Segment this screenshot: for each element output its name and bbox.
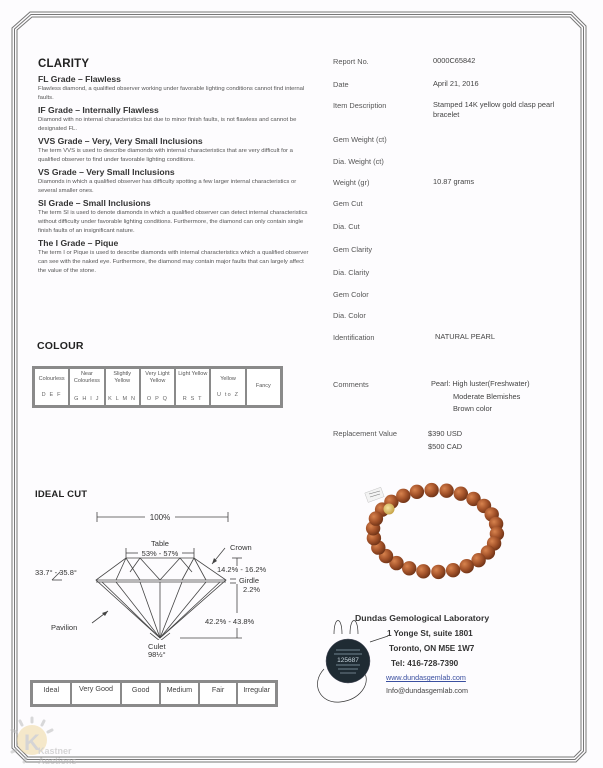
field-label: Identification: [333, 333, 375, 342]
field-label: Gem Color: [333, 290, 369, 299]
field-label: Date: [333, 80, 349, 89]
replacement-cad: $500 CAD: [428, 441, 463, 451]
pearl-bead: [460, 559, 474, 573]
clarity-grade: [38, 105, 313, 134]
field-label: Dia. Weight (ct): [333, 157, 384, 166]
cut-grade-cell: Irregular: [238, 683, 275, 704]
pearl-bead: [424, 483, 438, 497]
clarity-grade: [38, 238, 313, 276]
culet-label-group: [148, 643, 166, 659]
crown-angle-label: 33.7° - 35.8°: [35, 568, 77, 577]
lab-address-line2: Toronto, ON M5E 1W7: [389, 644, 475, 653]
grade-heading: SI Grade – Small Inclusions: [38, 198, 151, 208]
clarity-title: CLARITY: [38, 58, 90, 70]
grade-description: The term I or Pique is used to describe diamonds with internal characteristics which a qualified observer can see with the naked eye. Furthermore, the diamond may contain major faults that can largely affect the value of the stone.: [38, 250, 309, 274]
cut-grade-cell: Very Good: [72, 683, 121, 704]
grade-description: Diamonds in which a qualified observer has difficulty spotting a few larger internal characteristics or several smaller ones.: [38, 179, 297, 194]
table-range-label: 53% - 57%: [141, 549, 179, 558]
colour-title: COLOUR: [37, 340, 84, 352]
clarity-grade: [38, 74, 313, 103]
pavilion-label: Pavilion: [51, 623, 78, 632]
grade-heading: The I Grade – Pique: [38, 238, 119, 248]
pearl-bead: [431, 565, 445, 579]
gold-clasp: [384, 504, 395, 515]
colour-letters: O P Q: [146, 396, 169, 402]
field-label: Report No.: [333, 57, 369, 66]
cut-grade-cell: Fair: [200, 683, 237, 704]
grade-heading: IF Grade – Internally Flawless: [38, 105, 159, 115]
field-label: Item Description: [333, 101, 387, 110]
grade-heading: VVS Grade – Very, Very Small Inclusions: [38, 136, 203, 146]
colour-letters: R S T: [182, 396, 203, 402]
lab-phone: Tel: 416-728-7390: [391, 659, 459, 668]
grade-heading: FL Grade – Flawless: [38, 74, 121, 84]
pearl-beads: [366, 483, 504, 579]
field-label: Gem Cut: [333, 199, 363, 208]
colour-name: Slightly Yellow: [113, 371, 132, 384]
colour-name: Near Colourless: [73, 371, 100, 384]
pearl-bead: [454, 487, 468, 501]
field-label: Weight (gr): [333, 178, 370, 187]
field-value: 10.87 grams: [433, 177, 475, 186]
colour-letters: G H I J: [74, 396, 100, 402]
ideal-cut-title: IDEAL CUT: [35, 489, 88, 500]
seal-number: 125687: [337, 657, 359, 664]
colour-name: Colourless: [38, 375, 65, 382]
colour-cell: [35, 369, 68, 405]
girdle-value-label: 2.2%: [243, 585, 261, 594]
pearl-bead: [396, 489, 410, 503]
pearl-bead: [369, 511, 383, 525]
pavilion-depth-label: 42.2% - 43.8%: [205, 617, 255, 626]
cut-grade-cell: Medium: [161, 683, 198, 704]
lab-name: Dundas Gemological Laboratory: [355, 613, 490, 623]
field-value: NATURAL PEARL: [435, 332, 495, 341]
crown-label: Crown: [230, 543, 252, 552]
grade-description: Flawless diamond, a qualified observer working under favorable lighting conditions cannot find internal faults.: [38, 86, 305, 101]
colour-cell: [211, 369, 244, 405]
colour-name: Very Light Yellow: [145, 371, 170, 384]
culet-value: 98½°: [148, 650, 166, 659]
replacement-value-label: Replacement Value: [333, 429, 397, 438]
colour-cell: [106, 369, 139, 405]
replacement-usd: $390 USD: [428, 429, 463, 438]
colour-cell: [70, 369, 103, 405]
watermark-line2: Auctions: [38, 756, 77, 766]
pearl-bead: [402, 561, 416, 575]
replacement-value: [428, 428, 568, 453]
diamond-proportions-diagram: [30, 500, 290, 640]
lab-website-link[interactable]: www.dundasgemlab.com: [386, 673, 466, 682]
lab-email[interactable]: Info@dundasgemlab.com: [386, 686, 469, 695]
colour-letters: D E F: [41, 391, 62, 398]
cut-grade-cell: Good: [122, 683, 159, 704]
crown-height-label: 14.2% - 16.2%: [217, 565, 267, 574]
colour-name: Light Yellow: [178, 371, 208, 377]
colour-letters: K L M N: [108, 396, 137, 402]
field-label: Dia. Color: [333, 311, 366, 320]
pearl-bead: [446, 563, 460, 577]
lab-address-line1: 1 Yonge St, suite 1801: [387, 629, 473, 638]
watermark-line1: Kastner: [38, 746, 72, 756]
watermark-k: K: [24, 730, 40, 755]
colour-name: Yellow: [220, 375, 236, 382]
kastner-auctions-watermark: [8, 712, 88, 768]
colour-cell: [141, 369, 174, 405]
field-label: Dia. Clarity: [333, 268, 370, 277]
pearl-bead: [439, 484, 453, 498]
tag-label: [365, 487, 384, 502]
grade-description: The term VVS is used to describe diamonds with internal characteristics that are very difficult for a qualified observer to find under favorable lighting conditions.: [38, 148, 293, 163]
colour-letters: U to Z: [216, 391, 240, 398]
colour-cell: [247, 369, 280, 405]
colour-scale-table: [32, 366, 283, 408]
clarity-section: [38, 58, 313, 277]
field-label: Gem Clarity: [333, 245, 373, 254]
pearl-bead: [410, 485, 424, 499]
comments-label: Comments: [333, 380, 369, 389]
field-value: Stamped 14K yellow gold clasp pearl bracelet: [433, 100, 555, 119]
colour-name: Fancy: [255, 383, 271, 389]
cut-grade-cell: Ideal: [33, 683, 70, 704]
field-label: Gem Weight (ct): [333, 135, 387, 144]
lab-contact-block: [355, 611, 525, 697]
comment-line: Moderate Blemishes: [453, 391, 521, 401]
table-label: Table: [151, 539, 169, 548]
colour-cell: [176, 369, 209, 405]
clarity-grade: [38, 136, 313, 165]
grade-description: Diamond with no internal characteristics but due to minor finish faults, is not flawless and cannot be designated FL.: [38, 117, 297, 132]
field-value: 0000C65842: [433, 56, 476, 65]
girdle-label: Girdle: [239, 576, 260, 585]
comment-line: Pearl: High luster(Freshwater): [431, 379, 530, 388]
culet-label: Culet: [148, 642, 166, 651]
grade-heading: VS Grade – Very Small Inclusions: [38, 167, 175, 177]
comment-line: Brown color: [453, 404, 493, 413]
clarity-grade: [38, 167, 313, 196]
pearl-bead: [416, 564, 430, 578]
pearl-bracelet-image: [360, 475, 510, 585]
comments-value: [431, 378, 571, 416]
clarity-grade: [38, 198, 313, 236]
cut-grade-table: [30, 680, 278, 707]
total-width-label: 100%: [149, 513, 171, 522]
field-label: Dia. Cut: [333, 222, 360, 231]
field-value: April 21, 2016: [433, 79, 479, 88]
grade-description: The term SI is used to denote diamonds in which a qualified observer can detect internal characteristics without difficulty under favorable lighting conditions. Furthermore, the diamond can only contain single finish faults of an insignificant nature.: [38, 210, 308, 234]
